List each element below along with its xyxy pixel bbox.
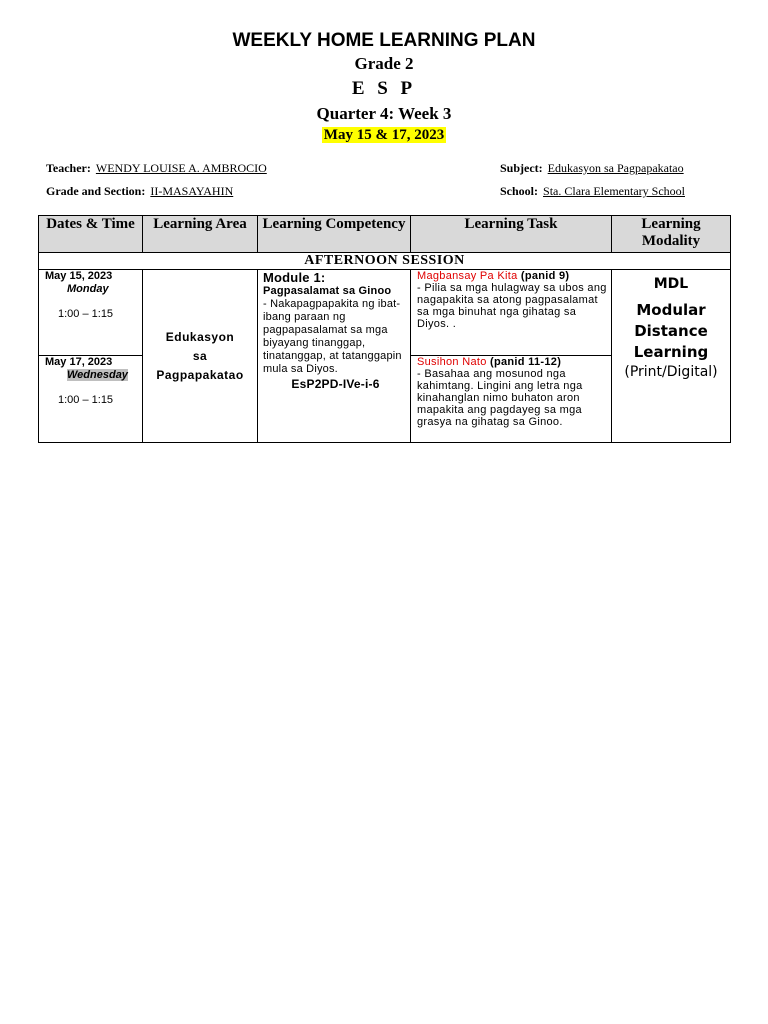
session-label: AFTERNOON SESSION	[39, 253, 731, 270]
school-info	[500, 184, 685, 199]
grade-heading: Grade 2	[354, 54, 414, 73]
table-row	[39, 270, 731, 356]
area-line-3: Pagpapakatao	[156, 367, 244, 382]
modality-format: (Print/Digital)	[624, 364, 718, 380]
subject-label: Subject:	[500, 161, 543, 175]
grade-section-info	[46, 184, 233, 199]
task-2-page: (panid 11-12)	[490, 356, 562, 368]
task-1-title: Magbansay Pa Kita	[417, 270, 518, 282]
school-value: Sta. Clara Elementary School	[543, 184, 685, 198]
header-learning-area: Learning Area	[143, 216, 258, 253]
date-cell-1	[39, 270, 143, 356]
header-learning-task: Learning Task	[411, 216, 612, 253]
plan-title: WEEKLY HOME LEARNING PLAN	[232, 30, 536, 51]
task-2-title: Susihon Nato	[417, 356, 487, 368]
task-1-page: (panid 9)	[520, 270, 570, 282]
learning-plan-table	[38, 215, 731, 443]
subject-info	[500, 161, 684, 176]
task-1-text: - Pilia sa mga hulagway sa ubos ang nagapakita sa atong pagpasalamat sa mga binuhat nga gihatag sa Diyos. .	[417, 282, 607, 330]
modality-line-1: Modular	[636, 301, 706, 319]
competency-code: EsP2PD-IVe-i-6	[291, 377, 380, 391]
time-1: 1:00 – 1:15	[58, 308, 114, 320]
competency-cell	[258, 270, 411, 443]
subject-heading: E S P	[351, 78, 417, 99]
module-label: Module 1:	[263, 270, 326, 285]
dates-highlight: May 15 & 17, 2023	[323, 127, 445, 143]
day-2	[45, 369, 142, 382]
dates-heading	[0, 127, 768, 144]
header-dates-time: Dates & Time	[39, 216, 143, 253]
quarter-heading: Quarter 4: Week 3	[316, 104, 452, 123]
teacher-label: Teacher:	[46, 161, 91, 175]
learning-area-cell	[143, 270, 258, 443]
modality-line-2: Distance	[634, 322, 708, 340]
date-2: May 17, 2023	[45, 356, 113, 368]
modality-cell	[612, 270, 731, 443]
date-1: May 15, 2023	[45, 270, 113, 282]
time-2: 1:00 – 1:15	[58, 394, 114, 406]
lesson-title: Pagpasalamat sa Ginoo	[263, 285, 392, 297]
grade-section-label: Grade and Section:	[46, 184, 146, 198]
area-line-1: Edukasyon	[165, 329, 235, 344]
table-header-row	[39, 216, 731, 253]
modality-abbr: MDL	[653, 276, 689, 292]
subject-value: Edukasyon sa Pagpapakatao	[547, 161, 684, 175]
teacher-info	[46, 161, 267, 176]
modality-line-3: Learning	[633, 343, 709, 361]
grade-section-value: II-MASAYAHIN	[150, 184, 234, 198]
area-line-2: sa	[192, 348, 208, 363]
date-cell-2	[39, 356, 143, 443]
task-cell-1	[411, 270, 612, 356]
day-1: Monday	[67, 283, 109, 295]
header-learning-modality: Learning Modality	[612, 216, 731, 253]
task-2-text: - Basahaa ang mosunod nga kahimtang. Lingini ang letra nga kinahanglan nimo buhaton aron mapakita ang pagdayeg sa mga grasya na gihatag sa Ginoo.	[417, 368, 583, 428]
school-label: School:	[500, 184, 539, 198]
task-cell-2	[411, 356, 612, 443]
competency-description: - Nakapagpapakita ng ibat-ibang paraan ng pagpapasalamat sa mga biyayang tinanggap, tinatanggap, at tatanggapin mula sa Diyos.	[263, 298, 402, 375]
day-2-highlight: Wednesday	[67, 369, 128, 381]
header-learning-competency: Learning Competency	[258, 216, 411, 253]
teacher-value: WENDY LOUISE A. AMBROCIO	[95, 161, 267, 175]
session-row	[39, 253, 731, 270]
